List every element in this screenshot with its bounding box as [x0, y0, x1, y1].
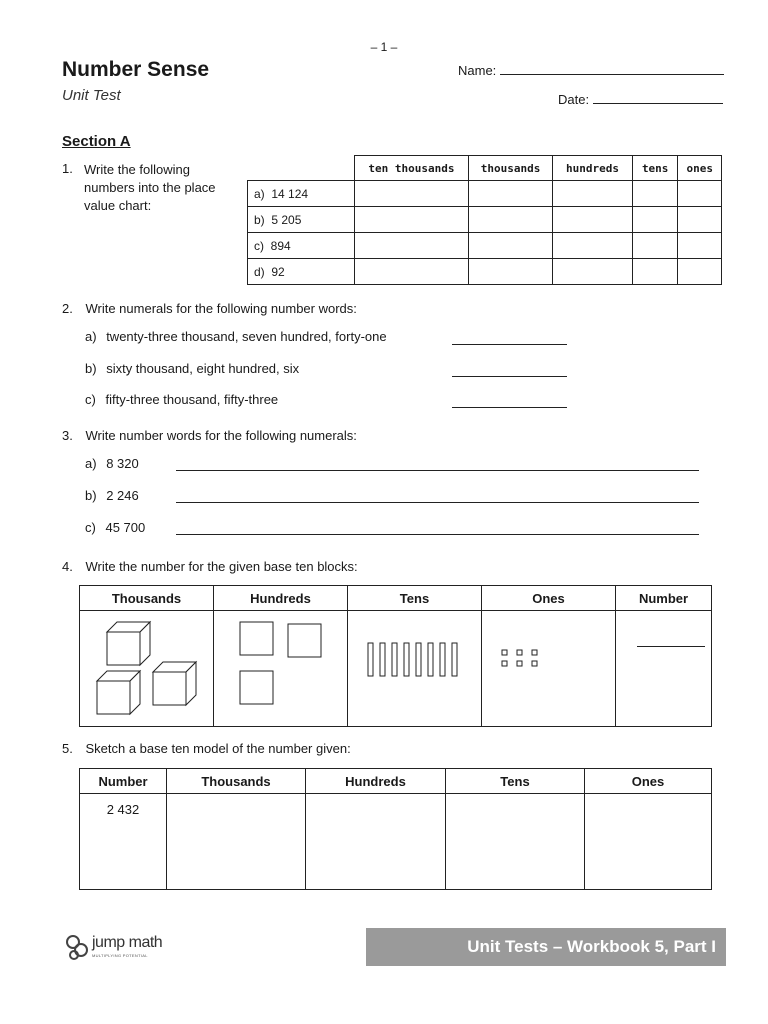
answer-cell[interactable]	[553, 181, 633, 207]
item-text: sixty thousand, eight hundred, six	[106, 361, 300, 376]
section-a-heading: Section A	[62, 133, 131, 150]
date-line[interactable]	[593, 91, 723, 104]
name-label: Name:	[458, 63, 497, 78]
ten-rod	[368, 643, 373, 676]
ten-rod	[392, 643, 397, 676]
item-letter: a)	[254, 186, 265, 201]
question-prompt: Write the following numbers into the place value chart:	[84, 162, 216, 213]
row-label	[248, 181, 355, 207]
thousand-cube	[107, 622, 150, 665]
logo-tagline: MULTIPLYING POTENTIAL	[92, 953, 148, 958]
row-label	[248, 259, 355, 285]
item-letter: b)	[254, 212, 265, 227]
list-item	[85, 392, 278, 407]
item-letter: c)	[85, 392, 96, 407]
ten-rod	[440, 643, 445, 676]
answer-cell[interactable]	[678, 259, 722, 285]
answer-cell[interactable]	[354, 233, 468, 259]
base-ten-blocks-table	[79, 585, 712, 727]
column-header: ten thousands	[354, 156, 468, 181]
answer-cell[interactable]	[678, 233, 722, 259]
answer-line[interactable]	[176, 533, 699, 535]
list-item	[85, 488, 139, 503]
answer-cell[interactable]	[632, 207, 678, 233]
row-label	[248, 207, 355, 233]
ten-rod	[416, 643, 421, 676]
ten-rod	[380, 643, 385, 676]
ten-rod	[452, 643, 457, 676]
answer-cell[interactable]	[553, 233, 633, 259]
question-3	[62, 428, 357, 443]
answer-cell[interactable]	[632, 233, 678, 259]
answer-cell[interactable]	[553, 259, 633, 285]
question-prompt: Sketch a base ten model of the number given:	[85, 741, 351, 756]
item-value: 894	[270, 238, 291, 253]
answer-cell[interactable]	[354, 259, 468, 285]
answer-line[interactable]	[637, 645, 705, 647]
question-number: 1.	[62, 161, 73, 176]
answer-cell[interactable]	[469, 233, 553, 259]
question-prompt: Write numerals for the following number words:	[85, 301, 357, 316]
sketch-cell[interactable]	[306, 794, 446, 890]
place-value-chart	[247, 155, 722, 285]
list-item	[85, 329, 387, 344]
one-units	[483, 612, 613, 722]
name-field[interactable]	[458, 62, 724, 78]
base-ten-sketch-table	[79, 768, 712, 890]
question-number: 2.	[62, 301, 73, 316]
table-header-row	[80, 586, 712, 611]
table-row	[248, 259, 722, 285]
sketch-cell[interactable]	[167, 794, 306, 890]
question-2	[62, 301, 357, 316]
one-unit	[502, 661, 507, 666]
item-letter: b)	[85, 488, 97, 503]
item-letter: d)	[254, 264, 265, 279]
answer-cell[interactable]	[632, 259, 678, 285]
number-given: 2 432	[80, 794, 167, 890]
item-letter: a)	[85, 329, 97, 344]
tens-cell	[348, 611, 482, 727]
answer-line[interactable]	[452, 375, 567, 377]
question-number: 4.	[62, 559, 73, 574]
answer-cell[interactable]	[354, 181, 468, 207]
list-item	[85, 456, 139, 471]
logo-text: jump math	[92, 934, 163, 951]
item-letter: a)	[85, 456, 97, 471]
column-header: ones	[678, 156, 722, 181]
hundred-flat	[240, 622, 273, 655]
one-unit	[532, 650, 537, 655]
sketch-cell[interactable]	[446, 794, 585, 890]
sketch-cell[interactable]	[585, 794, 712, 890]
answer-cell[interactable]	[354, 207, 468, 233]
name-line[interactable]	[500, 62, 724, 75]
table-row	[80, 611, 712, 727]
column-header: Hundreds	[306, 769, 446, 794]
column-header: Thousands	[80, 586, 214, 611]
answer-line[interactable]	[176, 469, 699, 471]
one-unit	[532, 661, 537, 666]
hundred-flat	[240, 671, 273, 704]
question-4	[62, 559, 358, 574]
thousand-cube	[153, 662, 196, 705]
ten-rods	[349, 612, 479, 722]
column-header: Ones	[585, 769, 712, 794]
item-letter: b)	[85, 361, 97, 376]
table-header-row	[80, 769, 712, 794]
item-value: 5 205	[271, 212, 302, 227]
answer-cell[interactable]	[469, 207, 553, 233]
date-label: Date:	[558, 92, 590, 107]
ten-rod	[404, 643, 409, 676]
question-prompt: Write the number for the given base ten blocks:	[85, 559, 358, 574]
page-title: Number Sense	[62, 58, 210, 81]
page-number: – 1 –	[370, 40, 398, 54]
thousand-cube	[97, 671, 140, 714]
row-label	[248, 233, 355, 259]
answer-cell[interactable]	[678, 207, 722, 233]
column-header: Number	[80, 769, 167, 794]
column-header: Hundreds	[214, 586, 348, 611]
column-header: Tens	[446, 769, 585, 794]
date-field[interactable]	[558, 91, 723, 107]
item-value: 92	[271, 264, 285, 279]
one-unit	[517, 661, 522, 666]
question-prompt: Write number words for the following numerals:	[85, 428, 357, 443]
column-header: hundreds	[553, 156, 633, 181]
question-1	[62, 161, 242, 215]
column-header: tens	[632, 156, 678, 181]
list-item	[85, 520, 145, 535]
hundreds-cell	[214, 611, 348, 727]
page-subtitle: Unit Test	[62, 87, 121, 104]
answer-line[interactable]	[452, 343, 567, 345]
answer-cell[interactable]	[553, 207, 633, 233]
thousand-cubes	[81, 612, 211, 722]
thousands-cell	[80, 611, 214, 727]
item-text: twenty-three thousand, seven hundred, forty-one	[106, 329, 387, 344]
hundred-flats	[215, 612, 345, 722]
item-letter: c)	[254, 238, 264, 253]
column-header: Number	[616, 586, 712, 611]
jump-math-logo-icon	[64, 932, 90, 962]
table-row	[248, 181, 722, 207]
item-letter: c)	[85, 520, 96, 535]
one-unit	[502, 650, 507, 655]
answer-cell[interactable]	[678, 181, 722, 207]
ones-cell	[482, 611, 616, 727]
column-header: Thousands	[167, 769, 306, 794]
answer-cell[interactable]	[469, 259, 553, 285]
table-row	[80, 794, 712, 890]
answer-line[interactable]	[452, 406, 567, 408]
number-cell	[616, 611, 712, 727]
column-header: Tens	[348, 586, 482, 611]
footer-banner: Unit Tests – Workbook 5, Part I	[366, 928, 726, 966]
item-text: 45 700	[105, 520, 146, 535]
hundred-flat	[288, 624, 321, 657]
table-row	[248, 233, 722, 259]
question-number: 5.	[62, 741, 73, 756]
answer-cell[interactable]	[632, 181, 678, 207]
table-header-empty	[248, 156, 355, 181]
table-row	[248, 207, 722, 233]
column-header: Ones	[482, 586, 616, 611]
question-5	[62, 741, 351, 756]
item-text: 2 246	[106, 488, 139, 503]
item-value: 14 124	[271, 186, 309, 201]
one-unit	[517, 650, 522, 655]
answer-cell[interactable]	[469, 181, 553, 207]
question-number: 3.	[62, 428, 73, 443]
item-text: fifty-three thousand, fifty-three	[105, 392, 279, 407]
column-header: thousands	[469, 156, 553, 181]
ten-rod	[428, 643, 433, 676]
list-item	[85, 361, 299, 376]
table-header-row	[248, 156, 722, 181]
answer-line[interactable]	[176, 501, 699, 503]
item-text: 8 320	[106, 456, 139, 471]
